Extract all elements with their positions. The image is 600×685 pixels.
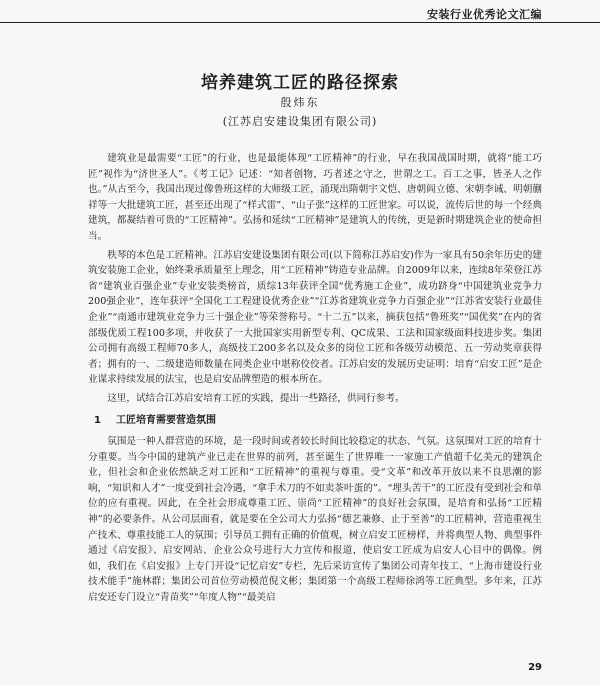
paragraph-purpose: 这里，试结合江苏启安培育工匠的实践，提出一些路径，供同行参考。 — [107, 392, 405, 404]
article-body — [88, 151, 542, 606]
section-title: 工匠培育需要营造氛围 — [116, 414, 216, 426]
article-title: 培养建筑工匠的路径探索 — [201, 73, 399, 93]
header-divider — [0, 22, 600, 23]
section-number: 1 — [94, 414, 101, 426]
running-header: 安装行业优秀论文汇编 — [427, 8, 542, 21]
article-author: 殷炜东 — [280, 96, 320, 109]
paragraph-section-1: 氛围是一种人群营造的环境，是一段时间或者较长时间比较稳定的状态、气氛。这氛围对工匠的培育十分重要。当今中国的建筑产业已走在世界的前列，甚至诞生了世界唯一一家施工产值超千亿美元的建筑企业，但社会和企业依然缺乏对工匠和“工匠精神”的重视与尊重。受“文革”和改革开放以来不良思潮的影响，“知识和人才”一度受到社会冷遇，“拿手术刀的不如卖茶叶蛋的”。“埋头苦干”的工匠没有受到社会和单位的应有重视。因此，在全社会形成尊重工匠、崇尚“工匠精神”的良好社会氛围，是培育和弘扬“工匠精神”的必要条件。从公司层面看，就是要在全公司大力弘扬“德艺兼修、止于至善”的工匠精神，营造重视生产技术、尊重技能工人的氛围；引导员工拥有正确的价值观，树立启安工匠榜样，并将典型人物、典型事件通过《启安报》、启安网站、企业公众号进行大力宣传和报道，使启安工匠成为启安人心目中的偶像。例如，我们在《启安报》上专门开设“记忆启安”专栏，先后采访宣传了集团公司青年技工、“上海市建设行业技术能手”施林群；集团公司首位劳动模范倪文彬；集团第一个高级工程师徐鸿等工匠典型。多年来，江苏启安还专门设立“青苗奖”“年度人物”“最美启 — [88, 436, 542, 604]
paragraph-company: 秩琴的本色是工匠精神。江苏启安建设集团有限公司(以下简称江苏启安)作为一家具有50余年历史的建筑安装施工企业，始终秉承质量至上理念，用“工匠精神”铸造专业品牌。自2009年以来，连续8年荣登江苏省“建筑业百强企业”专业安装类榜首，质综13年获评全国“优秀施工企业”，成功跻身“中国建筑业竞争力200强企业”，连年获评“全国化工工程建设优秀企业”“江苏省建筑业竞争力百强企业”“江苏省安装行业最佳企业”“南通市建筑业竞争力三十强企业”等荣誉称号。“十二五”以来，摘获包括“鲁班奖”“国优奖”在内的省部级优质工程100多项，并收获了一大批国家实用新型专利、QC成果、工法和国家级面料技进步奖。集团公司拥有高级工程师70多人，高级技工200多名以及众多的岗位工匠和各级劳动模范、五一劳动奖章获得者；拥有的一、二级建造师数量在同类企业中堪称佼佼者。江苏启安的发展历史证明：培育“启安工匠”是企业谋求持续发展的法宝，也是启安品牌塑造的根本所在。 — [88, 249, 542, 386]
paragraph-intro: 建筑业是最需要“工匠”的行业，也是最能体现“工匠精神”的行业，早在我国战国时期，就将“能工巧匠”视作为“济世圣人”。《考工记》记述：“知者创物，巧者述之守之，世谓之工。百工之事，皆圣人之作也。”从古至今，我国出现过像鲁班这样的大师级工匠，涌现出隋朝宇文恺、唐朝阎立德、宋朝李诫、明朝蒯祥等一大批建筑工匠，甚至还出现了“样式雷”、“山子张”这样的工匠世家。可以说，流传后世的每一个经典建筑，都凝结着可贵的“工匠精神”。弘扬和延续“工匠精神”是建筑人的传统，更是新时期建筑企业的使命担当。 — [88, 153, 542, 242]
page-number: 29 — [528, 662, 542, 673]
section-heading — [88, 413, 542, 429]
article-affiliation: (江苏启安建设集团有限公司) — [222, 115, 378, 128]
